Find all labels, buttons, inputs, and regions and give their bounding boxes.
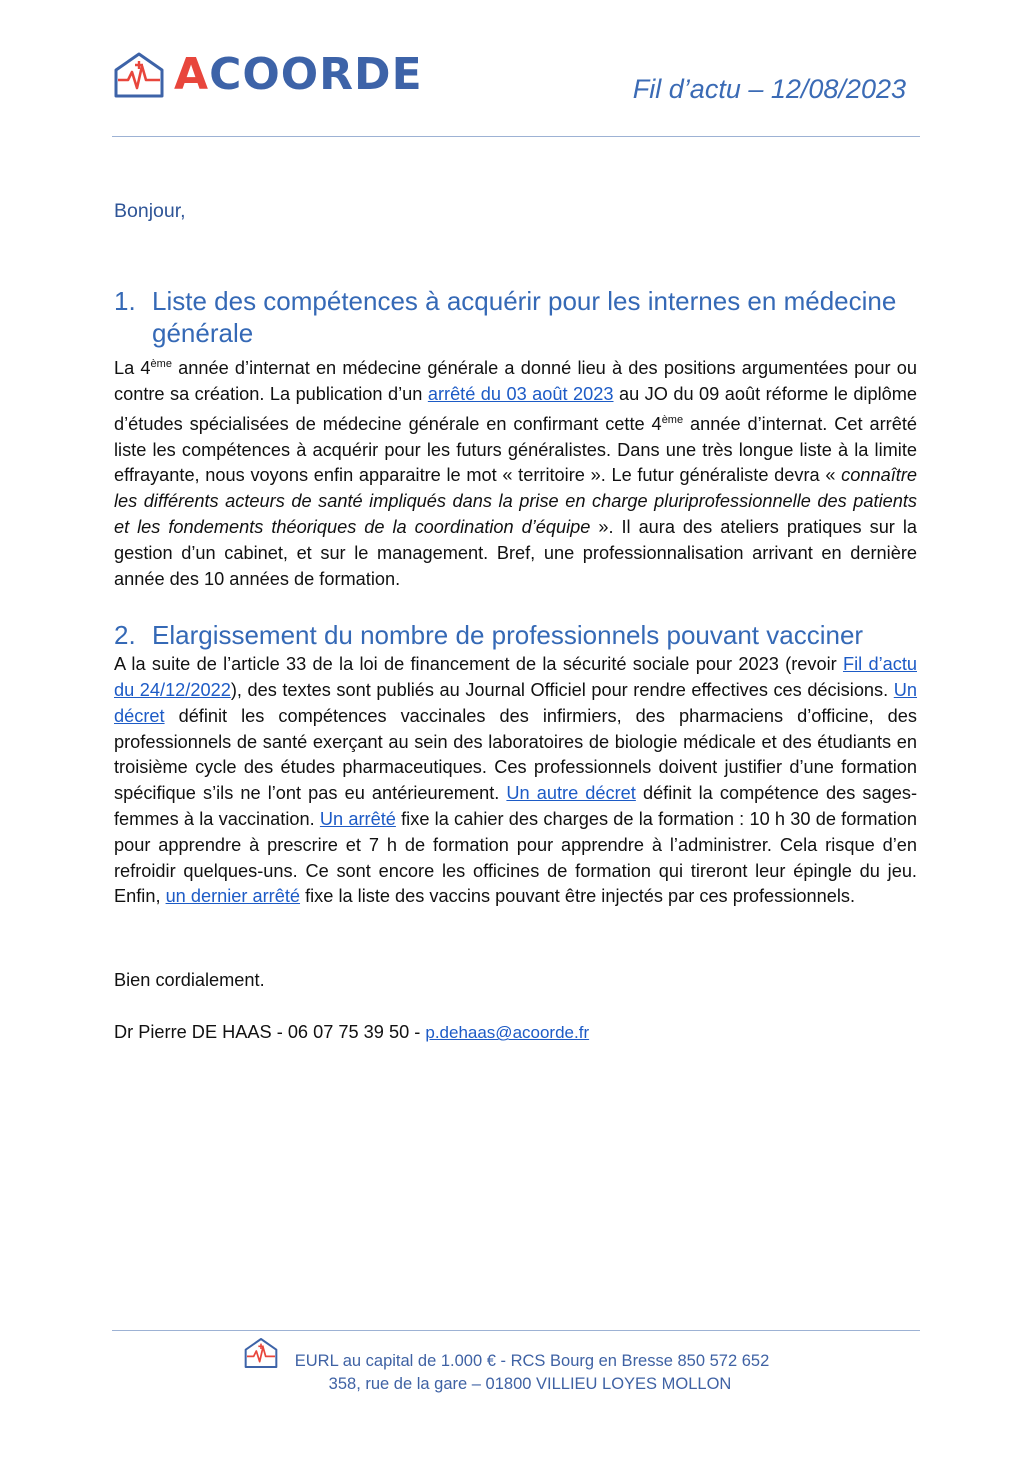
footer-address-line: 358, rue de la gare – 01800 VILLIEU LOYES MOLLON bbox=[328, 1375, 732, 1393]
email-link[interactable]: p.dehaas@acoorde.fr bbox=[425, 1023, 590, 1043]
section1-heading bbox=[114, 285, 917, 349]
section2-number: 2. bbox=[114, 620, 136, 651]
text-run: définit les compétences vaccinales des infirmiers, des pharmaciens d’officine, des professionnels de santé exerçant au sein des laboratoires de biologie médicale et des étudiants en troisième cycle des études pharmaceutiques. Ces professionnels doivent justifier d’une formation spécifique s’ils ne l’ont pas eu antérieurement. bbox=[114, 705, 917, 804]
footer-info bbox=[112, 1350, 920, 1396]
quoted-text: connaître les différents acteurs de santé impliqués dans la prise en charge pluriprofessionnelle des patients et les fondements théoriques de la coordination d’équipe bbox=[114, 465, 917, 537]
section2-title: Elargissement du nombre de professionnels pouvant vacciner bbox=[152, 620, 864, 651]
section1-paragraph bbox=[114, 352, 917, 592]
section1-title: Liste des compétences à acquérir pour les internes en médecine générale bbox=[152, 286, 897, 348]
superscript: ème bbox=[150, 358, 172, 370]
footer-company-line: EURL au capital de 1.000 € - RCS Bourg en Bresse 850 572 652 bbox=[294, 1352, 770, 1370]
text-run: fixe la liste des vaccins pouvant être injectés par ces professionnels. bbox=[300, 886, 856, 907]
fil-actu-link[interactable]: Fil d’actu du 24/12/2022 bbox=[114, 654, 917, 701]
text-run: ». Il aura des ateliers pratiques sur la gestion d’un cabinet, et sur le management. Bref, une professionnalisation arrivant en dernière année des 10 années de formation. bbox=[114, 516, 917, 589]
brand-rest: COORDE bbox=[209, 49, 423, 100]
brand-initial: A bbox=[174, 49, 210, 100]
autre-decret-link[interactable]: Un autre décret bbox=[506, 783, 636, 804]
arrete-link-2[interactable]: Un arrêté bbox=[319, 809, 396, 830]
text-run: La 4 bbox=[114, 358, 151, 379]
superscript: ème bbox=[661, 413, 684, 426]
text-run: fixe la cahier des charges de la formation : 10 h 30 de formation pour apprendre à prescrire et 7 h de formation pour apprendre à l’administrer. Cela risque d’en refroidir quelques-uns. Ce sont encore les officines de formation qui tireront leur épingle du jeu. Enfin, bbox=[114, 809, 917, 907]
closing: Bien cordialement. bbox=[114, 970, 265, 991]
section2-heading bbox=[114, 619, 917, 651]
brand-name bbox=[174, 49, 423, 100]
greeting: Bonjour, bbox=[114, 200, 186, 222]
issue-title: Fil d’actu – 12/08/2023 bbox=[632, 74, 906, 104]
signature bbox=[114, 1020, 917, 1045]
letter-body bbox=[114, 200, 917, 1045]
text-run: année d’internat. Cet arrêté liste les compétences à acquérir pour les futurs généralistes. Dans une très longue liste à la limite effrayante, nous voyons enfin apparaitre le mot « territoire ». Le futur généraliste devra « bbox=[114, 413, 917, 486]
house-heartbeat-icon bbox=[112, 50, 166, 100]
signature-text: Dr Pierre DE HAAS - 06 07 75 39 50 - bbox=[114, 1022, 426, 1043]
header-divider bbox=[112, 136, 920, 137]
text-run: au JO du 09 août réforme le diplôme d’études spécialisées de médecine générale en confirmant cette 4 bbox=[114, 383, 918, 434]
text-run: définit la compétence des sages-femmes à la vaccination. bbox=[114, 783, 918, 830]
acoorde-logo bbox=[112, 50, 423, 100]
section2-paragraph bbox=[114, 652, 917, 910]
footer-divider bbox=[112, 1330, 920, 1331]
text-run: A la suite de l’article 33 de la loi de financement de la sécurité sociale pour 2023 (revoir bbox=[114, 654, 843, 675]
page-header bbox=[112, 50, 920, 110]
dernier-arrete-link[interactable]: un dernier arrêté bbox=[165, 886, 301, 907]
arrete-link[interactable]: arrêté du 03 août 2023 bbox=[427, 383, 614, 404]
text-run: ), des textes sont publiés au Journal Officiel pour rendre effectives ces décisions. bbox=[230, 680, 894, 701]
section1-number: 1. bbox=[114, 286, 136, 316]
decret-link[interactable]: Un décret bbox=[114, 680, 917, 726]
text-run: année d’internat en médecine générale a donné lieu à des positions argumentées pour ou contre sa création. La publication d’un bbox=[114, 358, 917, 404]
